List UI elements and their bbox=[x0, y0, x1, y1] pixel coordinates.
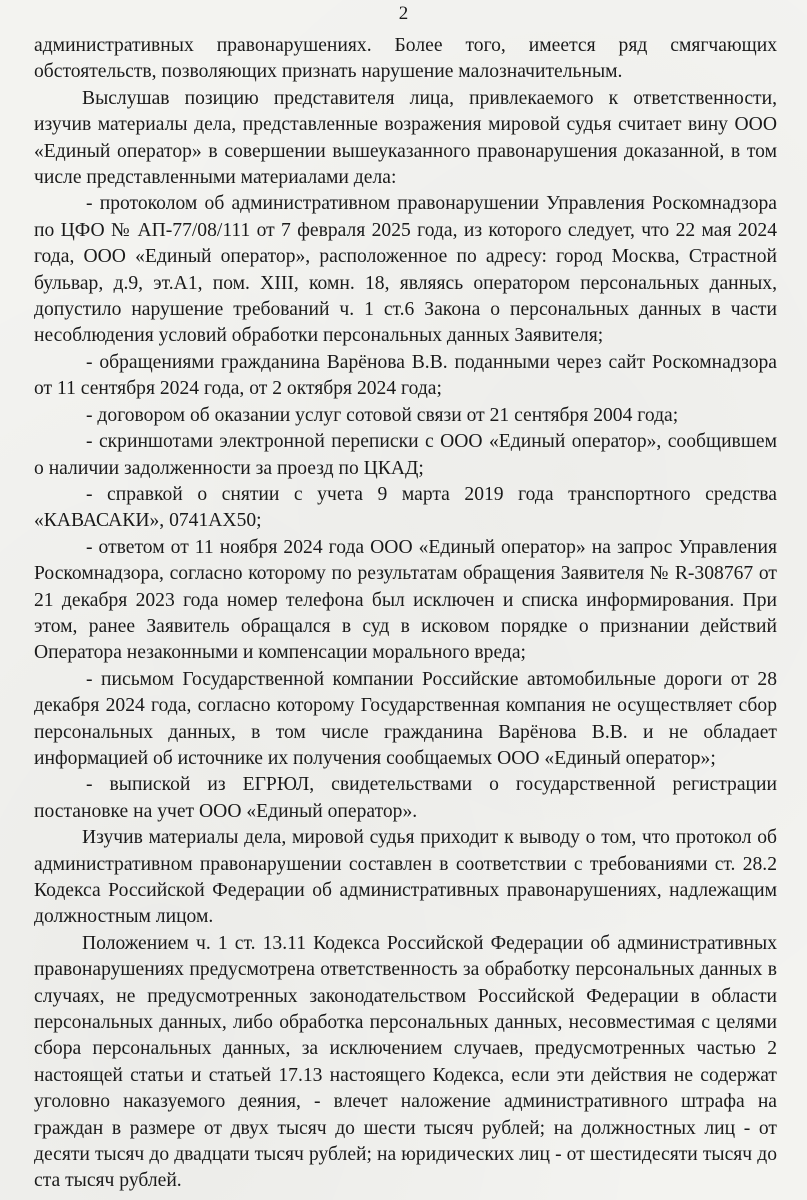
evidence-item-contract: - договором об оказании услуг сотовой связи от 21 сентября 2004 года; bbox=[86, 404, 679, 426]
paragraph-intro-continuation: административных правонарушениях. Более того, имеется ряд смягчающих обстоятельств, позволяющих признать нарушение малозначительным. bbox=[34, 35, 777, 83]
evidence-item-registry-extract: - выпиской из ЕГРЮЛ, свидетельствами о государственной регистрации постановке на учет ООО «Единый оператор». bbox=[34, 774, 777, 822]
evidence-item-screenshots: - скриншотами электронной переписки с ООО «Единый оператор», сообщившем о наличии задолженности за проезд по ЦКАД; bbox=[34, 431, 777, 479]
evidence-item-reply: - ответом от 11 ноября 2024 года ООО «Единый оператор» на запрос Управления Роскомнадзора, согласно которому по результатам обращения Заявителя № R-308767 от 21 декабря 2023 года номер телефона был исключен и списка информирования. При этом, ранее Заявитель обращался в суд в исковом порядке о признании действий Оператора незаконными и компенсации морального вреда; bbox=[34, 536, 777, 664]
evidence-item-certificate: - справкой о снятии с учета 9 марта 2019 года транспортного средства «КАВАСАКИ», 0741АХ50; bbox=[34, 483, 777, 532]
page-number: 2 bbox=[398, 3, 409, 24]
paragraph-evidence-intro: Выслушав позицию представителя лица, привлекаемого к ответственности, изучив материалы дела, представленные возражения мировой судья считает вину ООО «Единый оператор» в совершении вышеуказанного правонарушения доказанной, в том числе представленными материалами дела: bbox=[34, 87, 777, 189]
evidence-item-letter: - письмом Государственной компании Российские автомобильные дороги от 28 декабря 2024 года, согласно которому Государственная компания не осуществляет сбор персональных данных, в том числе гражданина Варёнова В.В. и не обладает информацией об источнике их получения сообщаемых ООО «Единый оператор»; bbox=[34, 668, 777, 769]
paragraph-legal-provision: Положением ч. 1 ст. 13.11 Кодекса Российской Федерации об административных правонарушениях предусмотрена ответственность за обработку персональных данных в случаях, не предусмотренных законодательством Российской Федерации в области персональных данных, либо обработка персональных данных, несовместимая с целями сбора персональных данных, за исключением случаев, предусмотренных частью 2 настоящей статьи и статьей 17.13 настоящего Кодекса, если эти действия не содержат уголовно наказуемого деяния, - влечет наложение административного штрафа на граждан в размере от двух тысяч до шести тысяч рублей; на должностных лиц - от десяти тысяч до двадцати тысяч рублей; на юридических лиц - от шестидесяти тысяч до ста тысяч рублей. bbox=[34, 932, 777, 1192]
document-body bbox=[34, 33, 777, 1195]
evidence-item-appeals: - обращениями гражданина Варёнова В.В. поданными через сайт Роскомнадзора от 11 сентября 2024 года, от 2 октября 2024 года; bbox=[34, 351, 777, 400]
evidence-item-protocol: - протоколом об административном правонарушении Управления Роскомнадзора по ЦФО № АП-77/08/111 от 7 февраля 2025 года, из которого следует, что 22 мая 2024 года, ООО «Единый оператор», расположенное по адресу: город Москва, Страстной бульвар, д.9, эт.А1, пом. XIII, комн. 18, являясь оператором персональных данных, допустило нарушение требований ч. 1 ст.6 Закона о персональных данных в части несоблюдения условий обработки персональных данных Заявителя; bbox=[34, 193, 777, 347]
paragraph-conclusion: Изучив материалы дела, мировой судья приходит к выводу о том, что протокол об административном правонарушении составлен в соответствии с требованиями ст. 28.2 Кодекса Российской Федерации об административных правонарушениях, надлежащим должностным лицом. bbox=[34, 827, 777, 928]
